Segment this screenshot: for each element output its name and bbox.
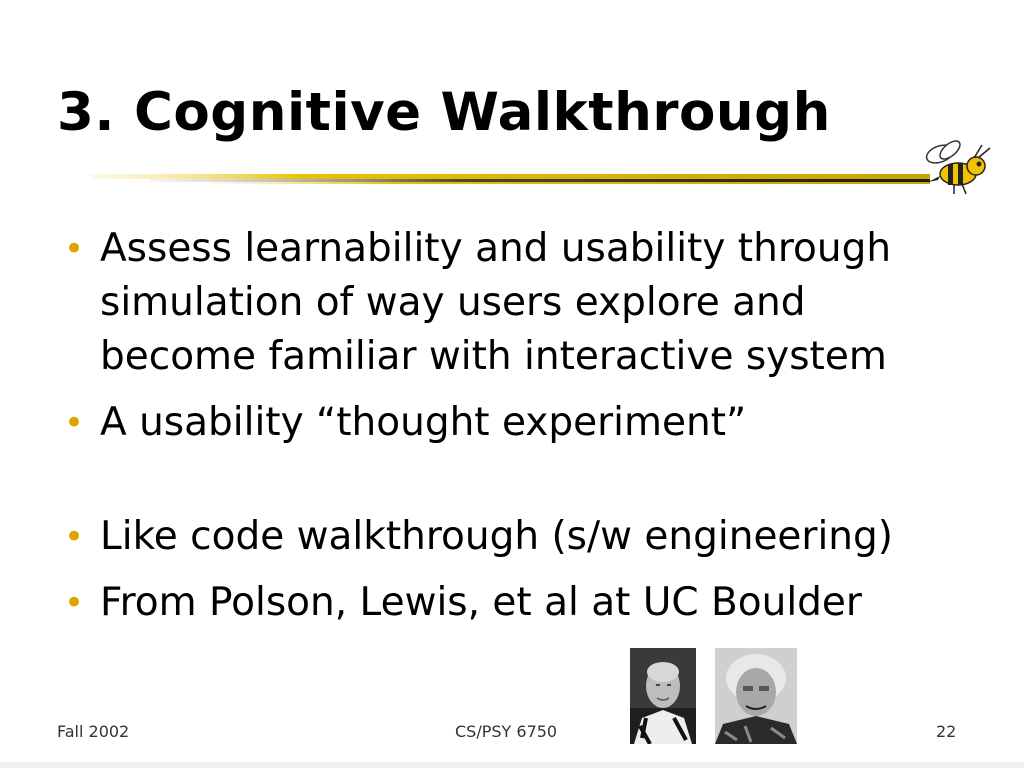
footer-term: Fall 2002 xyxy=(57,722,130,741)
bullet-marker: • xyxy=(64,517,85,557)
slide-number: 22 xyxy=(936,722,957,741)
bullet-item xyxy=(60,510,960,564)
bullet-text: From Polson, Lewis, et al at UC Boulder xyxy=(100,580,862,625)
bottom-border xyxy=(0,762,1024,768)
bullet-item xyxy=(60,576,960,630)
bullet-text: Assess learnability and usability through simulation of way users explore and become familiar with interactive system xyxy=(100,226,892,379)
bullet-marker: • xyxy=(64,583,85,623)
footer-course: CS/PSY 6750 xyxy=(455,722,558,741)
bullet-item xyxy=(60,222,960,384)
yellow-jacket-bee-icon xyxy=(918,140,994,200)
bullet-text: Like code walkthrough (s/w engineering) xyxy=(100,514,893,559)
slide-title: 3. Cognitive Walkthrough xyxy=(57,82,831,143)
bullet-text: A usability “thought experiment” xyxy=(100,400,747,445)
bullet-marker: • xyxy=(64,403,85,443)
bullet-list xyxy=(60,222,960,642)
bullet-marker: • xyxy=(64,229,85,269)
portrait-photo-lewis xyxy=(715,648,797,744)
bullet-item xyxy=(60,396,960,450)
title-underline-rule xyxy=(90,168,930,190)
portrait-photo-polson xyxy=(630,648,696,744)
